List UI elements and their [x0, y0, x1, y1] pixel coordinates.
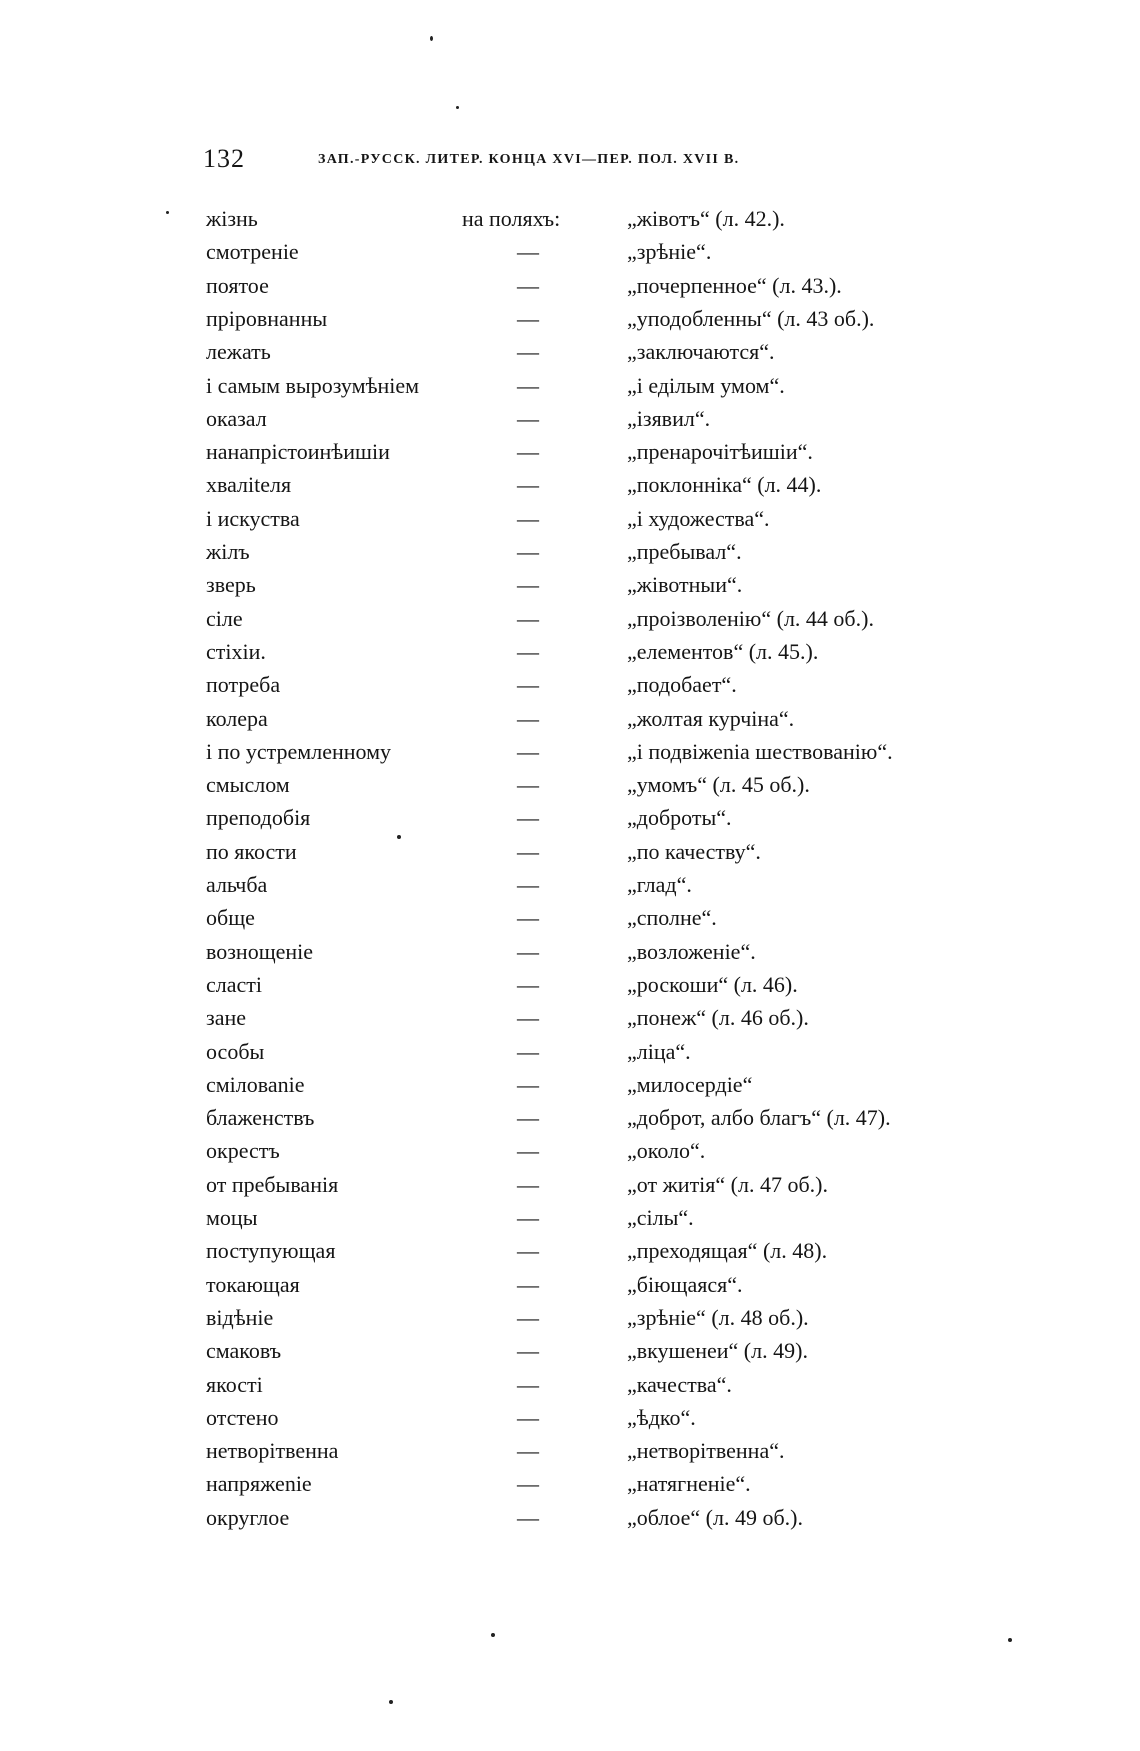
glossary-gloss: „і подвіжеnia шествованію“. — [627, 738, 893, 764]
glossary-row — [0, 1201, 1140, 1234]
glossary-term: лежать — [206, 339, 271, 365]
scan-speck — [430, 36, 433, 41]
dash-separator: — — [517, 1238, 539, 1264]
glossary-gloss: „поклонніка“ (л. 44). — [627, 472, 822, 498]
glossary-term: і самым вырозумѣніем — [206, 372, 420, 398]
glossary-gloss: „возложеніе“. — [627, 938, 756, 964]
glossary-gloss: „пребывал“. — [627, 539, 742, 564]
glossary-term: смаковъ — [206, 1338, 282, 1364]
glossary-gloss: „елементов“ (л. 45.). — [627, 638, 819, 664]
glossary-row — [0, 735, 1140, 768]
glossary-term: зверь — [206, 572, 256, 598]
dash-separator: — — [517, 938, 539, 964]
glossary-row — [0, 435, 1140, 468]
glossary-gloss: „зрѣніе“. — [627, 239, 712, 265]
glossary-row — [0, 835, 1140, 868]
scan-speck — [491, 1633, 495, 1637]
glossary-term: моцы — [206, 1205, 258, 1230]
glossary-term: сміловаnie — [206, 1071, 305, 1097]
glossary-row — [0, 1268, 1140, 1301]
glossary-term: смыслом — [206, 772, 290, 798]
glossary-term: токающая — [206, 1271, 300, 1297]
glossary-row — [0, 635, 1140, 668]
glossary-row — [0, 1368, 1140, 1401]
dash-separator: — — [517, 572, 539, 598]
glossary-row — [0, 801, 1140, 834]
glossary-gloss: „вкушенеи“ (л. 49). — [627, 1338, 808, 1364]
glossary-gloss: „ліца“. — [627, 1038, 691, 1064]
glossary-row — [0, 202, 1140, 235]
glossary-gloss: „жолтая курчіна“. — [627, 705, 795, 731]
glossary-term: поятое — [206, 272, 269, 298]
glossary-gloss: „натягненіе“. — [627, 1471, 751, 1497]
glossary-term: нанапрістоинѣишіи — [206, 439, 390, 465]
glossary-term: округлое — [206, 1504, 290, 1530]
glossary-term: альчба — [206, 872, 268, 897]
dash-separator: — — [517, 1071, 539, 1097]
glossary-row — [0, 302, 1140, 335]
dash-separator: — — [517, 1438, 539, 1464]
glossary-row — [0, 1101, 1140, 1134]
glossary-term: преподобія — [206, 805, 311, 831]
glossary-gloss: „біющаяся“. — [627, 1271, 743, 1297]
scan-speck — [1008, 1638, 1012, 1642]
dash-separator: — — [517, 1371, 539, 1397]
glossary-row — [0, 668, 1140, 701]
margin-note-label: на поляхъ: — [462, 206, 561, 231]
glossary-row — [0, 1334, 1140, 1367]
glossary-row — [0, 602, 1140, 635]
glossary-gloss: „ізявил“. — [627, 405, 711, 431]
glossary-gloss: „понеж“ (л. 46 об.). — [627, 1005, 809, 1031]
glossary-gloss: „глад“. — [627, 872, 692, 897]
glossary-term: напряжеnie — [206, 1471, 312, 1497]
dash-separator: — — [517, 439, 539, 465]
glossary-gloss: „преходящая“ (л. 48). — [627, 1238, 828, 1264]
glossary-gloss: „почерпенное“ (л. 43.). — [627, 272, 842, 298]
dash-separator: — — [517, 1404, 539, 1430]
dash-separator: — — [517, 1038, 539, 1064]
glossary-gloss: „ѣдко“. — [627, 1404, 696, 1430]
dash-separator: — — [517, 805, 539, 831]
glossary-row — [0, 269, 1140, 302]
glossary-gloss: „роскоши“ (л. 46). — [627, 971, 798, 997]
glossary-term: сіле — [206, 605, 243, 631]
glossary-row — [0, 968, 1140, 1001]
glossary-gloss: „заключаются“. — [627, 339, 775, 365]
scan-speck — [397, 835, 401, 839]
dash-separator: — — [517, 672, 539, 698]
dash-separator: — — [517, 239, 539, 265]
glossary-term: смотреніе — [206, 239, 299, 265]
glossary-term: сласті — [206, 971, 262, 997]
glossary-term: колера — [206, 705, 268, 731]
glossary-row — [0, 901, 1140, 934]
glossary-row — [0, 1068, 1140, 1101]
dash-separator: — — [517, 971, 539, 997]
glossary-gloss: „около“. — [627, 1138, 706, 1164]
glossary-gloss: „уподобленны“ (л. 43 об.). — [627, 305, 875, 331]
glossary-row — [0, 1234, 1140, 1267]
dash-separator: — — [517, 1304, 539, 1330]
glossary-term: вознощеніе — [206, 938, 314, 964]
glossary-term: по якости — [206, 838, 297, 864]
scan-speck — [389, 1700, 393, 1704]
glossary-term: блаженствъ — [206, 1105, 315, 1131]
glossary-term: зане — [206, 1005, 246, 1031]
glossary-row — [0, 1301, 1140, 1334]
glossary-term: окрестъ — [206, 1138, 280, 1164]
dash-separator: — — [517, 772, 539, 798]
glossary-term: і искуства — [206, 505, 300, 531]
glossary-row — [0, 702, 1140, 735]
glossary-term: відѣніе — [206, 1304, 274, 1330]
glossary-row — [0, 1168, 1140, 1201]
dash-separator: — — [517, 1105, 539, 1131]
dash-separator: — — [517, 905, 539, 931]
glossary-term: оказал — [206, 405, 267, 431]
glossary-term: особы — [206, 1038, 265, 1064]
glossary-gloss: „подобает“. — [627, 672, 737, 698]
dash-separator: — — [517, 1171, 539, 1197]
glossary-gloss: „проізволенію“ (л. 44 об.). — [627, 605, 874, 631]
glossary-term: і по устремленному — [206, 738, 392, 764]
dash-separator: — — [517, 472, 539, 498]
glossary-row — [0, 568, 1140, 601]
glossary-gloss: „нетворітвенна“. — [627, 1438, 785, 1464]
glossary-gloss: „доброты“. — [627, 805, 732, 831]
glossary-gloss: „умомъ“ (л. 45 об.). — [627, 772, 810, 798]
glossary-term: стіхіи. — [206, 638, 266, 664]
glossary-gloss: „качества“. — [627, 1371, 732, 1397]
glossary-term: жілъ — [206, 539, 250, 564]
dash-separator: — — [517, 838, 539, 864]
glossary-gloss: „милосердіе“ — [627, 1071, 753, 1097]
glossary-gloss: „і художества“. — [627, 505, 770, 531]
glossary-term: хваліteля — [206, 472, 292, 498]
glossary-gloss: „пренарочітѣишіи“. — [627, 439, 813, 465]
glossary-row — [0, 1401, 1140, 1434]
glossary-gloss: „облое“ (л. 49 об.). — [627, 1504, 804, 1530]
glossary-row — [0, 502, 1140, 535]
glossary-gloss: „зрѣніе“ (л. 48 об.). — [627, 1304, 809, 1330]
glossary-gloss: „сілы“. — [627, 1205, 694, 1230]
scan-speck — [166, 211, 169, 214]
glossary-row — [0, 1134, 1140, 1167]
glossary-gloss: „і еділым умом“. — [627, 372, 785, 398]
dash-separator: — — [517, 372, 539, 398]
glossary-gloss: „жівотъ“ (л. 42.). — [627, 206, 785, 231]
glossary-row — [0, 235, 1140, 268]
glossary-row — [0, 535, 1140, 568]
glossary-term: якості — [206, 1371, 263, 1397]
page-number: 132 — [203, 144, 245, 173]
dash-separator: — — [517, 305, 539, 331]
glossary-row — [0, 468, 1140, 501]
glossary-term: отстено — [206, 1404, 279, 1430]
glossary-term: поступующая — [206, 1238, 336, 1264]
glossary-gloss: „доброт, албо благъ“ (л. 47). — [627, 1105, 891, 1131]
glossary-row — [0, 868, 1140, 901]
glossary-gloss: „жівотныи“. — [627, 572, 743, 598]
dash-separator: — — [517, 339, 539, 365]
dash-separator: — — [517, 405, 539, 431]
glossary-gloss: „от житія“ (л. 47 об.). — [627, 1171, 828, 1197]
glossary-term: потреба — [206, 672, 281, 698]
glossary-row — [0, 1035, 1140, 1068]
dash-separator: — — [517, 705, 539, 731]
glossary-row — [0, 1434, 1140, 1467]
glossary-term: нетворітвенна — [206, 1438, 339, 1464]
glossary-row — [0, 935, 1140, 968]
dash-separator: — — [517, 1338, 539, 1364]
dash-separator: — — [517, 605, 539, 631]
dash-separator: — — [517, 1471, 539, 1497]
glossary-row — [0, 1501, 1140, 1534]
running-head: ЗАП.-РУССК. ЛИТЕР. КОНЦА XVI—ПЕР. ПОЛ. XVII В. — [318, 152, 740, 167]
glossary-term: от пребыванія — [206, 1171, 339, 1197]
glossary-gloss: „по качеству“. — [627, 838, 761, 864]
glossary-term: жізнь — [206, 206, 258, 231]
dash-separator: — — [517, 505, 539, 531]
glossary-term: обще — [206, 905, 255, 931]
dash-separator: — — [517, 638, 539, 664]
glossary-row — [0, 402, 1140, 435]
dash-separator: — — [517, 1138, 539, 1164]
glossary-row — [0, 1467, 1140, 1500]
scan-speck — [456, 106, 459, 109]
glossary-row — [0, 335, 1140, 368]
glossary-row — [0, 1001, 1140, 1034]
dash-separator: — — [517, 738, 539, 764]
glossary-term: пріровнанны — [206, 305, 328, 331]
dash-separator: — — [517, 1205, 539, 1230]
dash-separator: — — [517, 1504, 539, 1530]
glossary-gloss: „сполне“. — [627, 905, 717, 931]
dash-separator: — — [517, 272, 539, 298]
dash-separator: — — [517, 539, 539, 564]
dash-separator: — — [517, 1005, 539, 1031]
dash-separator: — — [517, 872, 539, 897]
dash-separator: — — [517, 1271, 539, 1297]
glossary-row — [0, 768, 1140, 801]
glossary-row — [0, 369, 1140, 402]
